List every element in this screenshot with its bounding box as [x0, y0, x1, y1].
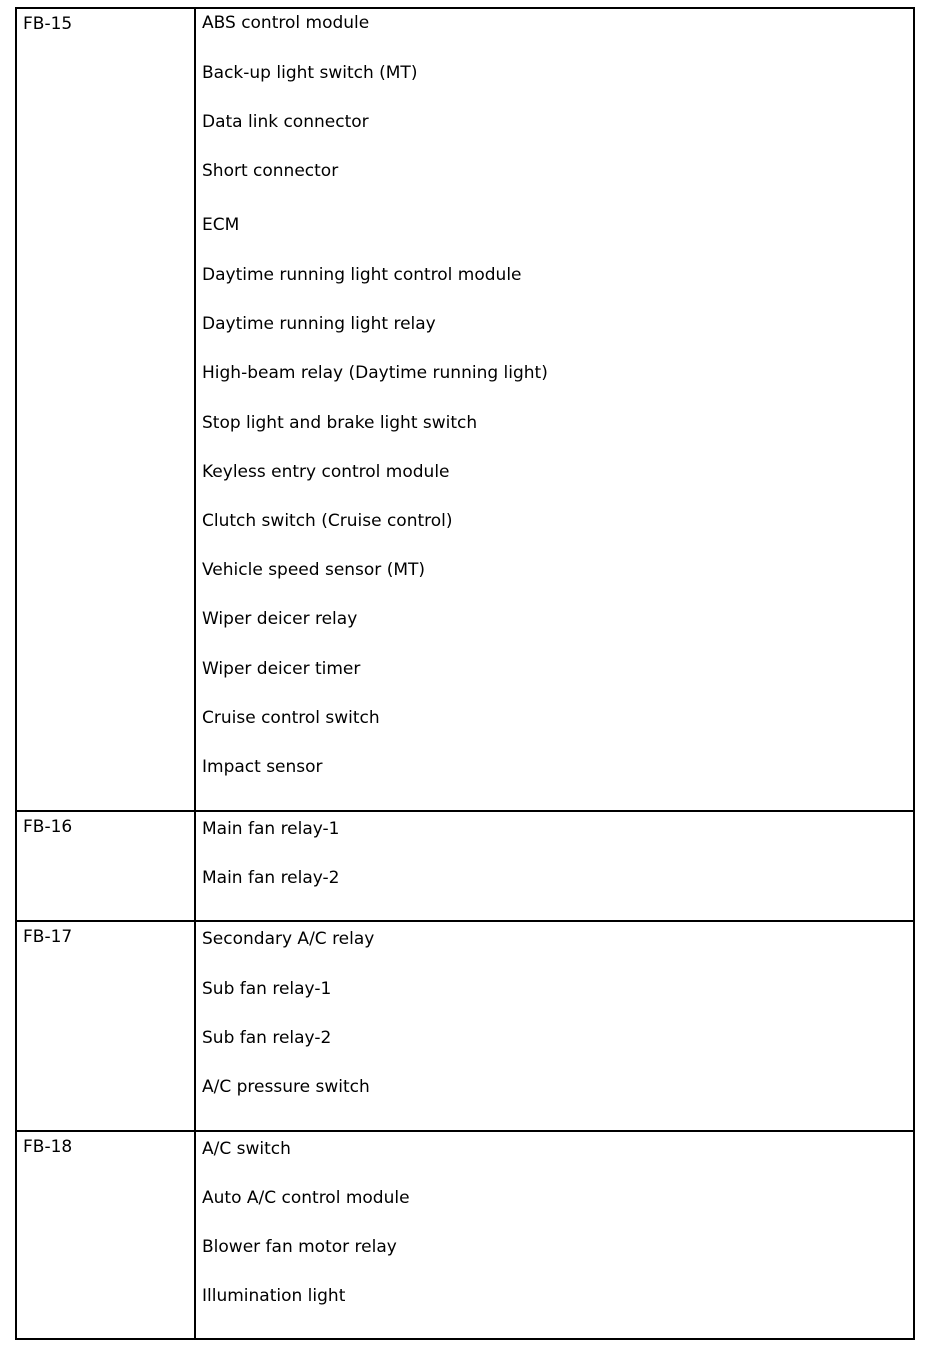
component-item: Main fan relay-1	[202, 819, 340, 839]
fuse-group-fb-16	[17, 810, 913, 920]
component-item: Wiper deicer relay	[202, 609, 358, 629]
component-item: Vehicle speed sensor (MT)	[202, 560, 426, 580]
component-item: Secondary A/C relay	[202, 929, 375, 949]
fuse-table	[15, 7, 915, 1340]
fuse-code: FB-16	[23, 817, 73, 837]
component-item: Stop light and brake light switch	[202, 413, 478, 433]
component-item: Clutch switch (Cruise control)	[202, 511, 453, 531]
component-item: High-beam relay (Daytime running light)	[202, 363, 548, 383]
component-item: Data link connector	[202, 112, 369, 132]
fuse-group-fb-15	[17, 9, 913, 810]
component-item: Short connector	[202, 161, 339, 181]
component-item: Sub fan relay-2	[202, 1028, 332, 1048]
component-item: Daytime running light control module	[202, 265, 522, 285]
component-item: Back-up light switch (MT)	[202, 63, 418, 83]
fuse-code-cell	[17, 9, 196, 810]
fuse-code-cell	[17, 812, 196, 920]
component-item: Wiper deicer timer	[202, 659, 361, 679]
component-item: Daytime running light relay	[202, 314, 436, 334]
component-item: ECM	[202, 215, 240, 235]
fuse-code: FB-15	[23, 14, 73, 34]
fuse-code-cell	[17, 1132, 196, 1338]
component-item: Auto A/C control module	[202, 1188, 410, 1208]
component-item: A/C switch	[202, 1139, 291, 1159]
component-item: A/C pressure switch	[202, 1077, 370, 1097]
component-item: Keyless entry control module	[202, 462, 450, 482]
component-item: ABS control module	[202, 13, 370, 33]
fuse-code: FB-18	[23, 1137, 73, 1157]
fuse-group-fb-18	[17, 1130, 913, 1338]
fuse-code: FB-17	[23, 927, 73, 947]
component-item: Main fan relay-2	[202, 868, 340, 888]
component-item: Blower fan motor relay	[202, 1237, 397, 1257]
component-item: Sub fan relay-1	[202, 979, 332, 999]
fuse-code-cell	[17, 922, 196, 1130]
component-item: Illumination light	[202, 1286, 346, 1306]
component-item: Cruise control switch	[202, 708, 380, 728]
fuse-group-fb-17	[17, 920, 913, 1130]
component-item: Impact sensor	[202, 757, 323, 777]
